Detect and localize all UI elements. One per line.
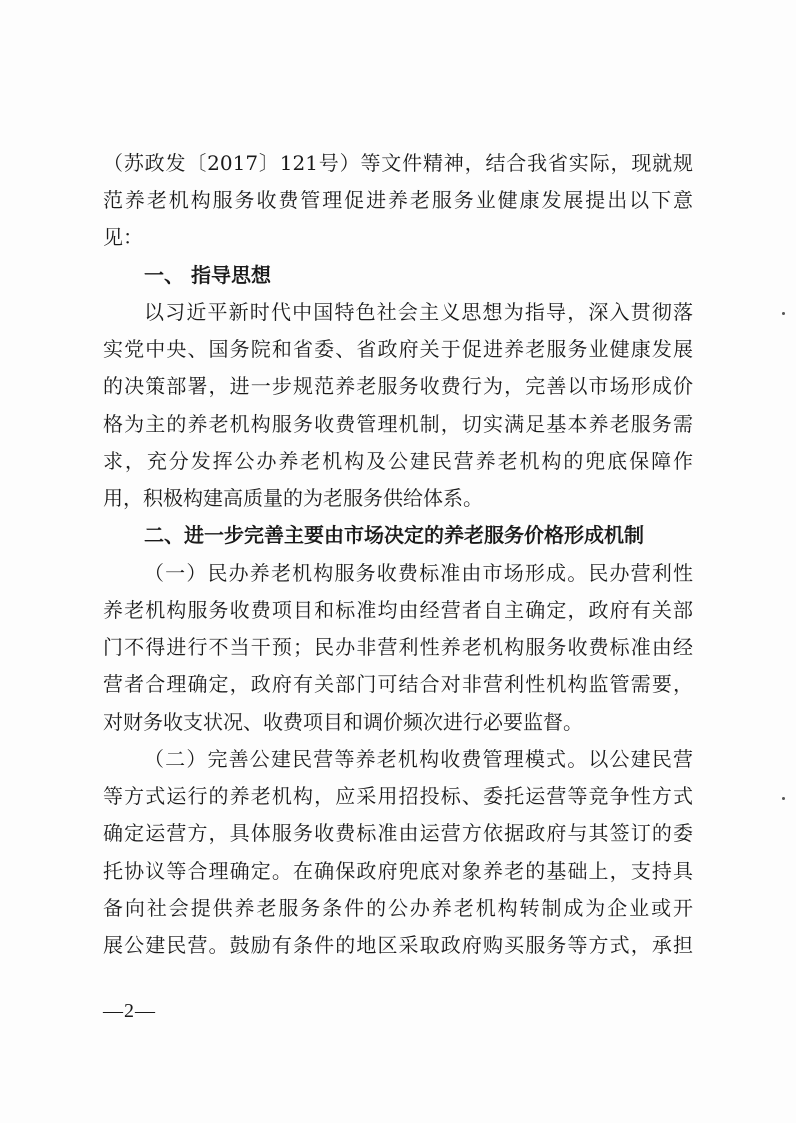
body-line-16: 对财务收支状况、收费项目和调价频次进行必要监督。 <box>103 710 583 734</box>
section-heading-2: 二、进一步完善主要由市场决定的养老服务价格形成机制 <box>144 523 644 547</box>
page-number: —2— <box>103 1000 156 1022</box>
body-line-7: 的决策部署，进一步规范养老服务收费行为，完善以市场形成价 <box>103 374 693 398</box>
body-line-20: 托协议等合理确定。在确保政府兜底对象养老的基础上，支持具 <box>103 859 693 883</box>
body-line-3: 见： <box>103 225 143 249</box>
scan-speck <box>782 797 785 800</box>
body-line-6: 实党中央、国务院和省委、省政府关于促进养老服务业健康发展 <box>103 337 693 361</box>
body-line-18: 等方式运行的养老机构，应采用招投标、委托运营等竞争性方式 <box>103 784 693 808</box>
body-line-14: 门不得进行不当干预；民办非营利性养老机构服务收费标准由经 <box>103 635 693 659</box>
body-line-1: （苏政发〔2017〕121号）等文件精神，结合我省实际，现就规 <box>103 151 693 175</box>
body-line-13: 养老机构服务收费项目和标准均由经营者自主确定，政府有关部 <box>103 598 693 622</box>
body-line-9: 求，充分发挥公办养老机构及公建民营养老机构的兜底保障作 <box>103 449 693 473</box>
body-line-8: 格为主的养老机构服务收费管理机制，切实满足基本养老服务需 <box>103 412 693 436</box>
scan-speck <box>782 312 785 315</box>
section-heading-1: 一、 指导思想 <box>144 263 271 287</box>
body-line-2: 范养老机构服务收费管理促进养老服务业健康发展提出以下意 <box>103 188 693 212</box>
body-line-5: 以习近平新时代中国特色社会主义思想为指导，深入贯彻落 <box>144 300 693 324</box>
body-line-21: 备向社会提供养老服务条件的公办养老机构转制成为企业或开 <box>103 896 693 920</box>
body-line-17: （二）完善公建民营等养老机构收费管理模式。以公建民营 <box>144 747 693 771</box>
body-line-12: （一）民办养老机构服务收费标准由市场形成。民办营利性 <box>144 561 693 585</box>
body-line-15: 营者合理确定，政府有关部门可结合对非营利性机构监管需要， <box>103 672 693 696</box>
body-line-19: 确定运营方，具体服务收费标准由运营方依据政府与其签订的委 <box>103 821 693 845</box>
body-line-22: 展公建民营。鼓励有条件的地区采取政府购买服务等方式，承担 <box>103 933 693 957</box>
body-line-10: 用，积极构建高质量的为老服务供给体系。 <box>103 486 483 510</box>
